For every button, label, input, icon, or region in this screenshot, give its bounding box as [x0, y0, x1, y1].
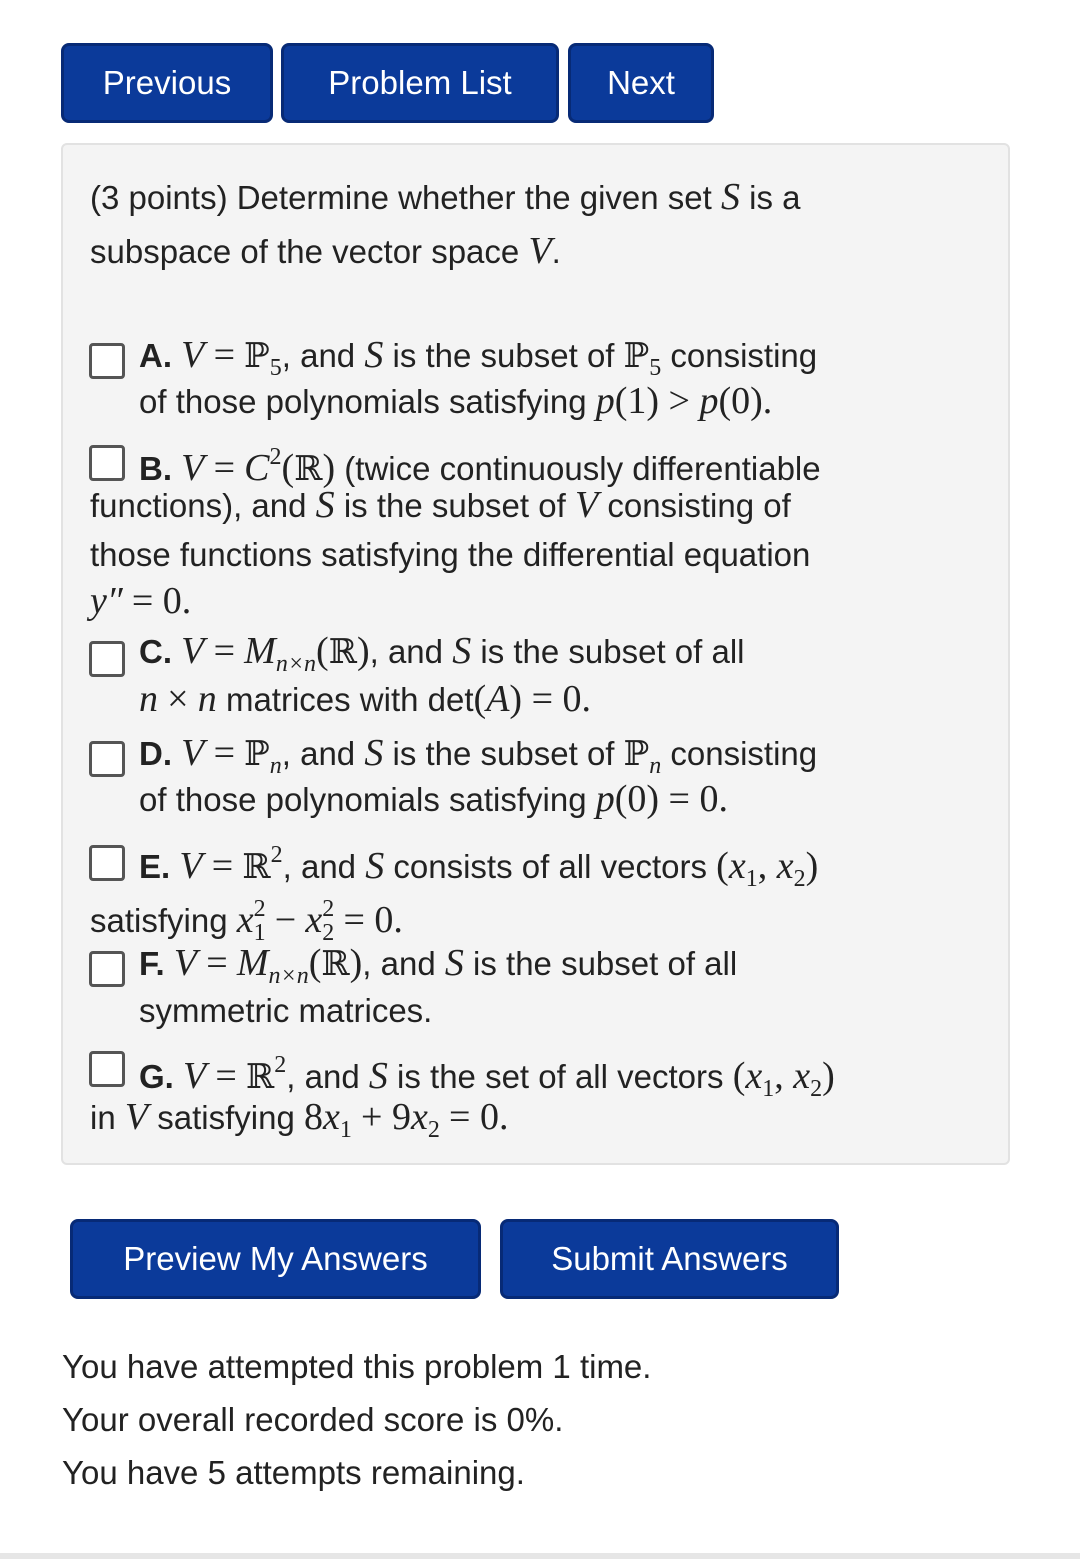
option-f-text3: symmetric matrices.: [139, 992, 433, 1029]
option-b-text1: (twice continuously differentiable: [344, 450, 821, 487]
option-g-text1: , and: [286, 1058, 360, 1095]
option-g-text4: satisfying: [157, 1099, 295, 1136]
option-d-text1: , and: [281, 735, 356, 772]
option-c-text3: matrices with det: [225, 681, 474, 718]
option-g-line2: in V satisfying $8x_1 + 9x_2 = 0$.: [90, 1096, 509, 1143]
checkbox-b[interactable]: [89, 445, 125, 481]
option-b-text4: consisting of: [607, 487, 791, 524]
option-d-line1: D. V = ℙ$_n$, and S is the subset of ℙ$_n$ consisting: [139, 732, 818, 779]
option-a-text4: of those polynomials satisfying: [139, 383, 587, 420]
bottom-divider: [0, 1553, 1080, 1559]
attempt-status: [62, 1340, 651, 1499]
preview-answers-button[interactable]: Preview My Answers: [70, 1219, 481, 1299]
option-d-line2: of those polynomials satisfying p(0) = 0.: [139, 778, 728, 820]
option-b-line1: B. $V = C^2(ℝ)$ (twice continuously differentiable: [139, 444, 821, 489]
option-b-text3: is the subset of: [343, 487, 566, 524]
problem-list-button[interactable]: Problem List: [281, 43, 559, 123]
checkbox-a[interactable]: [89, 343, 125, 379]
option-a-line2: of those polynomials satisfying p(1) > p(0).: [139, 380, 773, 422]
problem-statement-line2: subspace of the vector space V.: [90, 230, 561, 272]
option-g-text3: in: [90, 1099, 116, 1136]
option-f-text1: , and: [362, 945, 436, 982]
next-button[interactable]: Next: [568, 43, 714, 123]
option-g-letter: G.: [139, 1058, 174, 1095]
option-f-text2: is the subset of all: [473, 945, 738, 982]
option-g-line1: G. V = ℝ$^2$, and S is the set of all vectors ($x_1$, $x_2$): [139, 1052, 835, 1102]
option-f-line2: [139, 991, 432, 1031]
checkbox-e[interactable]: [89, 845, 125, 881]
problem-statement-line1: (3 points) Determine whether the given set S is a: [90, 176, 801, 218]
attempted-text: You have attempted this problem 1 time.: [62, 1348, 652, 1385]
option-b-letter: B.: [139, 450, 172, 487]
problem-text-tail: is a: [749, 179, 801, 216]
option-d-text4: of those polynomials satisfying: [139, 781, 587, 818]
option-d-text2: is the subset of: [392, 735, 615, 772]
option-g-text2: is the set of all vectors: [397, 1058, 724, 1095]
remaining-text: You have 5 attempts remaining.: [62, 1454, 525, 1491]
option-c-text2: is the subset of all: [480, 633, 745, 670]
option-c-line1: C. $V = M_{n\times n}(ℝ)$, and S is the subset of all: [139, 630, 745, 677]
problem-text: (3 points) Determine whether the given set: [90, 179, 712, 216]
checkbox-g[interactable]: [89, 1051, 125, 1087]
checkbox-f[interactable]: [89, 951, 125, 987]
score-text: Your overall recorded score is 0%.: [62, 1401, 564, 1438]
option-b-line2: functions), and S is the subset of V consisting of: [90, 484, 791, 526]
submit-answers-button[interactable]: Submit Answers: [500, 1219, 839, 1299]
option-d-text3: consisting: [670, 735, 818, 772]
option-f-letter: F.: [139, 945, 165, 982]
option-e-text1: , and: [282, 848, 357, 885]
option-c-text1: , and: [369, 633, 444, 670]
checkbox-c[interactable]: [89, 641, 125, 677]
option-e-letter: E.: [139, 848, 171, 885]
option-a-text1: , and: [281, 337, 356, 374]
option-a-letter: A.: [139, 337, 172, 374]
option-a-line1: A. V = ℙ$_5$, and S is the subset of ℙ$_5$ consisting: [139, 334, 818, 381]
option-c-line2: n × n matrices with det(A) = 0.: [139, 678, 592, 720]
option-e-line2: satisfying $x_1^2 - x_2^2 = 0$.: [90, 896, 403, 946]
option-b-line4: y″ = 0.: [90, 580, 192, 622]
problem-text-2: subspace of the vector space: [90, 233, 520, 270]
option-b-line3: [90, 535, 810, 575]
option-b-text5: those functions satisfying the differential equation: [90, 536, 811, 573]
problem-box: [61, 143, 1010, 1165]
option-c-letter: C.: [139, 633, 172, 670]
option-a-text3: consisting: [670, 337, 818, 374]
option-a-text2: is the subset of: [392, 337, 615, 374]
option-e-text3: satisfying: [90, 902, 228, 939]
option-f-line1: F. $V = M_{n\times n}(ℝ)$, and S is the subset of all: [139, 942, 738, 989]
option-e-text2: consists of all vectors: [393, 848, 707, 885]
previous-button[interactable]: Previous: [61, 43, 273, 123]
option-d-letter: D.: [139, 735, 172, 772]
option-e-line1: E. V = ℝ$^2$, and S consists of all vectors ($x_1$, $x_2$): [139, 842, 819, 892]
checkbox-d[interactable]: [89, 741, 125, 777]
option-b-text2: functions), and: [90, 487, 307, 524]
